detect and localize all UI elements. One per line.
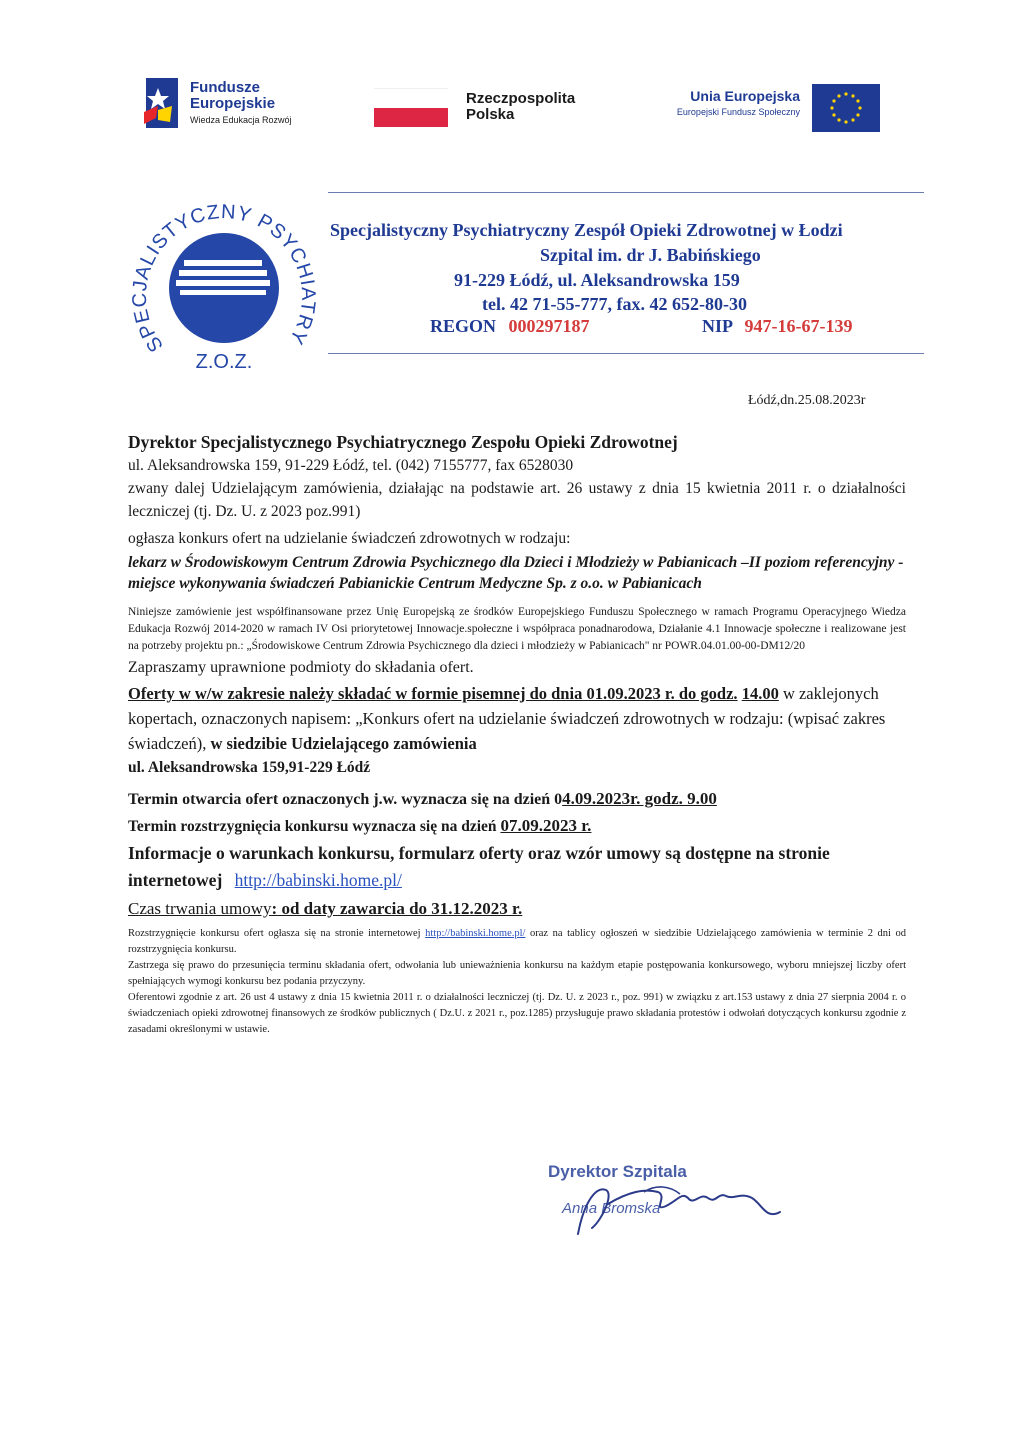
eu-flag-icon — [812, 84, 880, 132]
fe-star-icon — [140, 76, 182, 132]
duration-value: : od daty zawarcia do 31.12.2023 r. — [271, 899, 523, 918]
body-invitation: Zapraszamy uprawnione podmioty do składania ofert. — [128, 659, 474, 676]
body-address: ul. Aleksandrowska 159, 91-229 Łódź, tel. (042) 7155777, fax 6528030 — [128, 457, 574, 474]
fundusze-europejskie-logo — [140, 76, 340, 132]
info-paragraph — [128, 840, 906, 894]
resolution-value: 07.09.2023 r. — [500, 816, 592, 835]
rzeczpospolita-polska-logo — [374, 88, 614, 128]
handwritten-signature — [548, 1162, 808, 1242]
opening-label: Termin otwarcia ofert oznaczonych j.w. wyznacza się na dzień 0 — [128, 791, 563, 808]
header-regon — [430, 316, 590, 337]
hospital-seal — [124, 196, 324, 376]
polish-flag-icon — [374, 88, 448, 126]
director-signature-stamp — [548, 1162, 808, 1242]
header-top-rule — [328, 192, 924, 193]
body-offers-paragraph — [128, 681, 906, 756]
info-text: Informacje o warunkach konkursu, formularz oferty oraz wzór umowy są dostępne na stronie internetowej — [128, 843, 830, 890]
opening-value: 4.09.2023r. godz. 9.00 — [562, 789, 717, 808]
offers-deadline-hour: 14.00 — [741, 684, 779, 703]
duration-label: Czas trwania umowy — [128, 899, 272, 918]
fine-print-reservation: Zastrzega się prawo do przesunięcia terminu składania ofert, odwołania lub unieważnienia konkursu na każdym etapie postępowania konkursowego, wyboru mniejszej liczby ofert spełniających wymogi konkursu bez podania przyczyny. — [128, 960, 906, 987]
offers-place: w siedzibie Udzielającego zamówienia — [206, 734, 477, 753]
header-institution: Specjalistyczny Psychiatryczny Zespół Opieki Zdrowotnej w Łodzi — [330, 220, 843, 240]
rp-line1: Rzeczpospolita — [466, 90, 576, 107]
fine-print-protests: Oferentowi zgodnie z art. 26 ust 4 ustawy z dnia 15 kwietnia 2011 r. o działalności leczniczej (tj. Dz. U. z 2023 r., poz. 991) w związku z art.153 ustawy z dnia 27 sierpnia 2004 r. o świadczeniach opieki zdrowotnej finansowych ze środków publicznych ( Dz.U. z 2021 r., poz.1285) przysługuje prawo składania protestów i odwołań dotyczących konkursu zgodnie z zasadami określonymi w ustawie. — [128, 992, 906, 1035]
offers-address: ul. Aleksandrowska 159,91-229 Łódź — [128, 759, 371, 776]
document-date: Łódź,dn.25.08.2023r — [748, 393, 866, 408]
stamp-name: Anna Bromska — [562, 1200, 661, 1217]
body-cofinancing-note: Niniejsze zamówienie jest współfinansowane przez Unię Europejską ze środków Europejskiego Funduszu Społecznego w ramach Programu Operacyjnego Wiedza Edukacja Rozwój 2014-2020 w ramach IV Osi priorytetowej Innowacje.społeczne i współpraca ponadnarodowa, Działanie 4.1 Innowacje społeczne i realizowane jest na potrzeby projektu pn.: „Środowiskowe Centrum Zdrowia Psychicznego dla dzieci i młodzieży w Pabianicach" nr POWR.04.01.00-00-DM12/20 — [128, 606, 906, 652]
stamp-title: Dyrektor Szpitala — [548, 1162, 687, 1181]
fine1-text-cont: oraz na tablicy ogłoszeń w siedzibie Udzielającego zamówienia w terminie 2 dni od rozstrzygnięcia konkursu. — [128, 928, 906, 955]
unia-europejska-logo — [630, 84, 880, 132]
seal-bottom-text: Z.O.Z. — [195, 351, 253, 373]
fine1-website-link[interactable]: http://babinski.home.pl/ — [425, 928, 526, 939]
document-body — [128, 430, 906, 1038]
fine-print-resolution — [128, 926, 906, 958]
offers-envelopes: w zaklejonych kopertach, oznaczonych napisem: „Konkurs ofert na udzielanie świadczeń zdrowotnych w rodzaju: (wpisać zakres świadczeń), — [128, 684, 886, 753]
offers-deadline: Oferty w w/w zakresie należy składać w formie pisemnej do dnia 01.09.2023 r. do godz. — [128, 684, 738, 703]
body-title: Dyrektor Specjalistycznego Psychiatrycznego Zespołu Opieki Zdrowotnej — [128, 432, 678, 452]
fe-line2: Europejskie — [190, 95, 276, 112]
nip-value: 947-16-67-139 — [744, 316, 853, 336]
fe-line3: Wiedza Edukacja Rozwój — [190, 115, 292, 125]
body-announcement: ogłasza konkurs ofert na udzielanie świadczeń zdrowotnych w rodzaju: — [128, 530, 571, 547]
body-subject: lekarz w Środowiskowym Centrum Zdrowia Psychicznego dla Dzieci i Młodzieży w Pabianicach –II poziom referencyjny - miejsce wykonywania świadczeń Pabianickie Centrum Medyczne Sp. z o.o. w Pabianicach — [128, 554, 904, 592]
info-website-link[interactable]: http://babinski.home.pl/ — [234, 870, 402, 890]
ue-line1: Unia Europejska — [690, 88, 800, 104]
regon-label: REGON — [430, 316, 497, 336]
header-nip — [702, 316, 853, 337]
header-phone-fax: tel. 42 71-55-777, fax. 42 652-80-30 — [482, 294, 747, 314]
fe-line1: Fundusze — [190, 79, 260, 96]
ue-line2: Europejski Fundusz Społeczny — [676, 107, 800, 117]
header-address: 91-229 Łódź, ul. Aleksandrowska 159 — [454, 270, 740, 290]
nip-label: NIP — [702, 316, 733, 336]
resolution-date — [128, 813, 906, 840]
rp-line2: Polska — [466, 106, 515, 123]
header-bottom-rule — [328, 353, 924, 354]
resolution-label: Termin rozstrzygnięcia konkursu wyznacza się na dzień — [128, 818, 501, 835]
seal-ring-text: SPECJALISTYCZNY PSYCHIATRY — [128, 200, 320, 356]
regon-value: 000297187 — [508, 316, 590, 336]
header-hospital-name: Szpital im. dr J. Babińskiego — [540, 245, 761, 265]
body-legal-basis: zwany dalej Udzielającym zamówienia, działając na podstawie art. 26 ustawy z dnia 15 kwietnia 2011 r. o działalności leczniczej (tj. Dz. U. z 2023 poz.991) — [128, 480, 906, 520]
fine1-text: Rozstrzygnięcie konkursu ofert ogłasza się na stronie internetowej — [128, 928, 426, 939]
contract-duration — [128, 896, 906, 922]
opening-date — [128, 786, 906, 813]
